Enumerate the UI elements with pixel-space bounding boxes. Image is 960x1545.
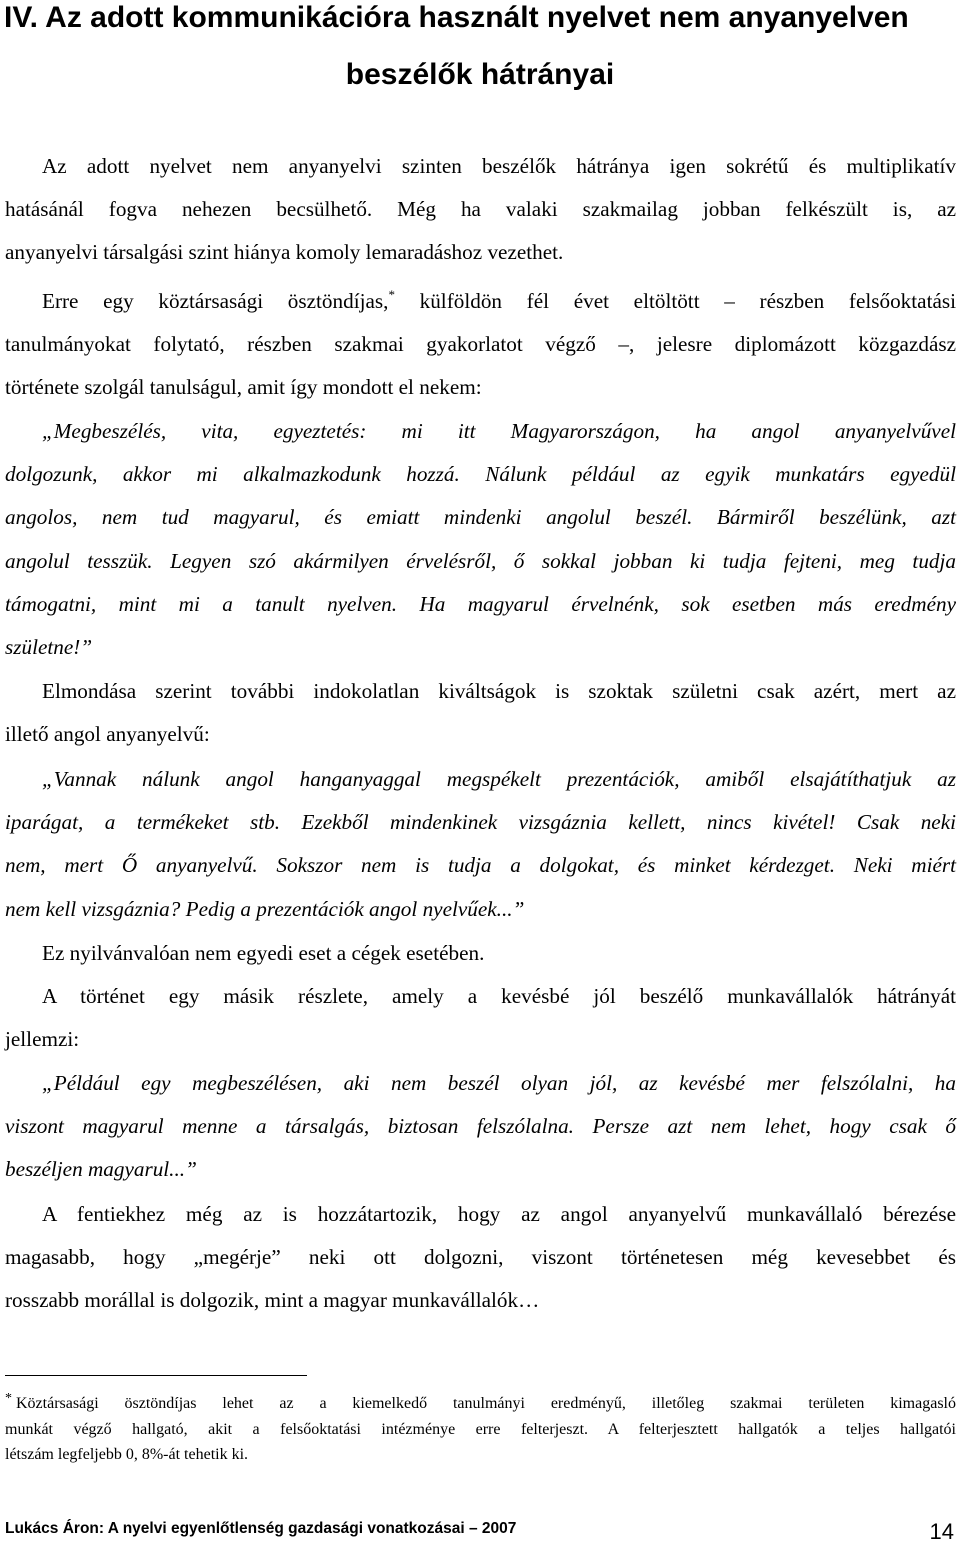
text-line: [5, 280, 956, 323]
text-line: Ez nyilvánvalóan nem egyedi eset a cégek esetében.: [42, 941, 485, 965]
text-line: viszont magyarul menne a társalgás, biztosan felszólalna. Persze azt nem lehet, hogy csak ő: [5, 1114, 956, 1139]
text-line: jellemzi:: [5, 1027, 80, 1052]
footnote: [5, 1391, 956, 1468]
chapter-title-line-2: beszélők hátrányai: [345, 58, 615, 91]
text-line: illető angol anyanyelvű:: [5, 722, 210, 747]
text-line: rosszabb morállal is dolgozik, mint a magyar munkavállalók…: [5, 1288, 540, 1313]
quote-speaking-up: [5, 1062, 956, 1192]
running-footer: Lukács Áron: A nyelvi egyenlőtlenség gazdasági vonatkozásai – 2007: [5, 1520, 517, 1537]
footnote-line: létszám legfeljebb 0, 8%-át tehetik ki.: [5, 1446, 249, 1463]
text-line: iparágat, a termékeket stb. Ezekből mindenkinek vizsgáznia kellett, nincs kivétel! Csak neki: [5, 810, 956, 835]
text-line: angolos, nem tud magyarul, és emiatt mindenki angolul beszél. Bármiről beszélünk, azt: [5, 505, 956, 530]
text-fragment: külföldön fél évet eltöltött – részben felsőoktatási: [394, 289, 956, 313]
paragraph-privileges: [5, 670, 956, 756]
footnote-separator: [5, 1375, 307, 1376]
paragraph-not-unique: [5, 932, 956, 975]
text-line: magasabb, hogy „megérje” neki ott dolgozni, viszont történetesen még kevesebbet és: [5, 1245, 956, 1270]
text-line: anyanyelvi társalgási szint hiánya komoly lemaradáshoz vezethet.: [5, 240, 564, 265]
quote-meetings: [5, 410, 956, 669]
chapter-title-line-1: IV. Az adott kommunikációra használt nyelvet nem anyanyelven: [4, 1, 909, 34]
text-line: nem, mert Ő anyanyelvű. Sokszor nem is tudja a dolgokat, és minket kérdezget. Neki miért: [5, 853, 956, 878]
text-line: története szolgál tanulságul, amit így mondott el nekem:: [5, 375, 482, 400]
page-number: 14: [929, 1519, 954, 1544]
footnote-reference[interactable]: *: [388, 287, 395, 302]
text-line: A fentiekhez még az is hozzátartozik, hogy az angol anyanyelvű munkavállaló bérezése: [42, 1202, 956, 1226]
text-line: „Például egy megbeszélésen, aki nem beszél olyan jól, az kevésbé mer felszólalni, ha: [42, 1071, 956, 1095]
quote-presentations: [5, 758, 956, 931]
text-line: beszéljen magyarul...”: [5, 1157, 197, 1182]
text-line: „Megbeszélés, vita, egyeztetés: mi itt Magyarországon, ha angol anyanyelvűvel: [42, 419, 956, 443]
text-line: angolul tesszük. Legyen szó akármilyen érvelésről, ő sokkal jobban ki tudja fejteni, meg tudja: [5, 548, 956, 573]
footnote-line: [5, 1391, 956, 1417]
text-line: tanulmányokat folytató, részben szakmai gyakorlatot végző –, jelesre diplomázott közgazdász: [5, 332, 956, 357]
text-line: A történet egy másik részlete, amely a kevésbé jól beszélő munkavállalók hátrányát: [42, 984, 956, 1008]
footnote-mark: *: [5, 1391, 12, 1406]
text-line: Az adott nyelvet nem anyanyelvi szinten beszélők hátránya igen sokrétű és multiplikatív: [42, 154, 956, 178]
paragraph-other-detail: [5, 975, 956, 1061]
text-line: Elmondása szerint további indokolatlan kiváltságok is szoktak születni csak azért, mert az: [42, 679, 956, 703]
paragraph-intro: [5, 145, 956, 275]
text-fragment: Erre egy köztársasági ösztöndíjas,: [42, 289, 389, 313]
text-line: születne!”: [5, 634, 93, 659]
paragraph-salary: [5, 1193, 956, 1323]
text-line: támogatni, mint mi a tanult nyelven. Ha magyarul érvelnénk, sok esetben más eredmény: [5, 591, 956, 616]
paragraph-scholar-story: [5, 280, 956, 410]
text-line: hatásánál fogva nehezen becsülhető. Még ha valaki szakmailag jobban felkészült is, az: [5, 197, 956, 222]
text-line: „Vannak nálunk angol hanganyaggal megspékelt prezentációk, amiből elsajátíthatjuk az: [42, 767, 956, 791]
text-line: nem kell vizsgáznia? Pedig a prezentációk angol nyelvűek...”: [5, 896, 525, 921]
text-line: dolgozunk, akkor mi alkalmazkodunk hozzá. Nálunk például az egyik munkatárs egyedül: [5, 462, 956, 487]
footnote-line: munkát végző hallgató, akit a felsőoktatási intézménye erre felterjeszt. A felterjesztett hallgatók a teljes hallgatói: [5, 1420, 956, 1438]
footnote-text: Köztársasági ösztöndíjas lehet az a kiemelkedő tanulmányi eredményű, illetőleg szakmai területen kimagasló: [16, 1395, 956, 1412]
